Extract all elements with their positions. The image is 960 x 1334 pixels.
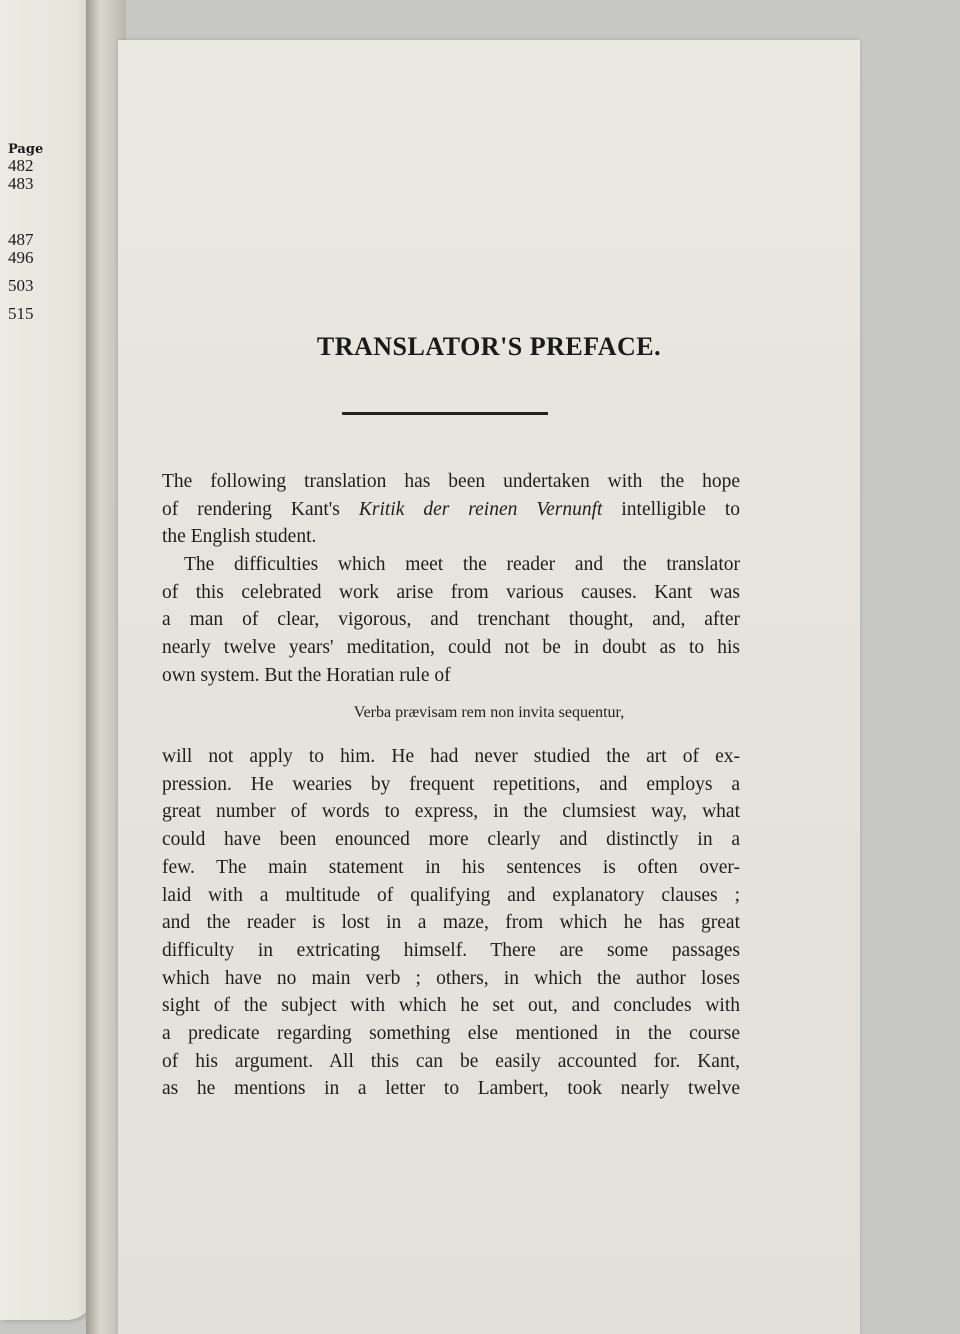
text-line: of his argument. All this can be easily accounted for. Kant, — [162, 1050, 740, 1072]
text-line: could have been enounced more clearly and distinctly in a — [162, 829, 740, 851]
text-line: difficulty in extricating himself. There are some passages — [162, 939, 740, 961]
title-rule — [342, 412, 548, 415]
page-number: 482 — [8, 156, 34, 175]
left-page — [0, 0, 96, 1320]
page-label: Page — [8, 142, 44, 157]
page-index-column — [8, 143, 43, 323]
text-line: The difficulties which meet the reader and the translator — [184, 554, 740, 575]
text-line: as he mentions in a letter to Lambert, took nearly twelve — [162, 1078, 740, 1100]
text-line: nearly twelve years' meditation, could not be in doubt as to his — [162, 637, 740, 659]
paragraph-3 — [162, 743, 740, 1103]
text-line: which have no main verb ; others, in which the author loses — [162, 967, 740, 989]
page-number: 515 — [8, 304, 34, 323]
paragraph-1 — [162, 468, 740, 551]
text-line: of this celebrated work arise from various causes. Kant was — [162, 581, 740, 603]
text-line: will not apply to him. He had never studied the art of ex- — [162, 746, 740, 767]
text-line: of rendering Kant's Kritik der reinen Vernunft intelligible to — [162, 498, 740, 520]
page-number: 503 — [8, 276, 34, 295]
page-number: 483 — [8, 174, 34, 193]
latin-quote: Verba prævisam rem non invita sequentur, — [353, 704, 625, 721]
text-line: laid with a multitude of qualifying and explanatory clauses ; — [162, 884, 740, 906]
text-line: great number of words to express, in the clumsiest way, what — [162, 801, 740, 823]
right-page — [118, 40, 860, 1334]
text-line: own system. But the Horatian rule of — [162, 664, 451, 686]
text-line: a man of clear, vigorous, and trenchant thought, and, after — [162, 609, 740, 631]
page-number: 487 — [8, 230, 34, 249]
paragraph-2 — [162, 551, 740, 690]
text-line: The following translation has been undertaken with the hope — [162, 471, 740, 492]
text-line: sight of the subject with which he set out, and concludes with — [162, 995, 740, 1017]
page-title: TRANSLATOR'S PREFACE. — [316, 332, 662, 361]
page-number: 496 — [8, 248, 34, 267]
text-line: the English student. — [162, 526, 317, 548]
text-line: few. The main statement in his sentences is often over- — [162, 856, 740, 878]
text-line: and the reader is lost in a maze, from which he has great — [162, 912, 740, 934]
text-line: a predicate regarding something else mentioned in the course — [162, 1023, 740, 1045]
text-line: pression. He wearies by frequent repetitions, and employs a — [162, 773, 740, 795]
